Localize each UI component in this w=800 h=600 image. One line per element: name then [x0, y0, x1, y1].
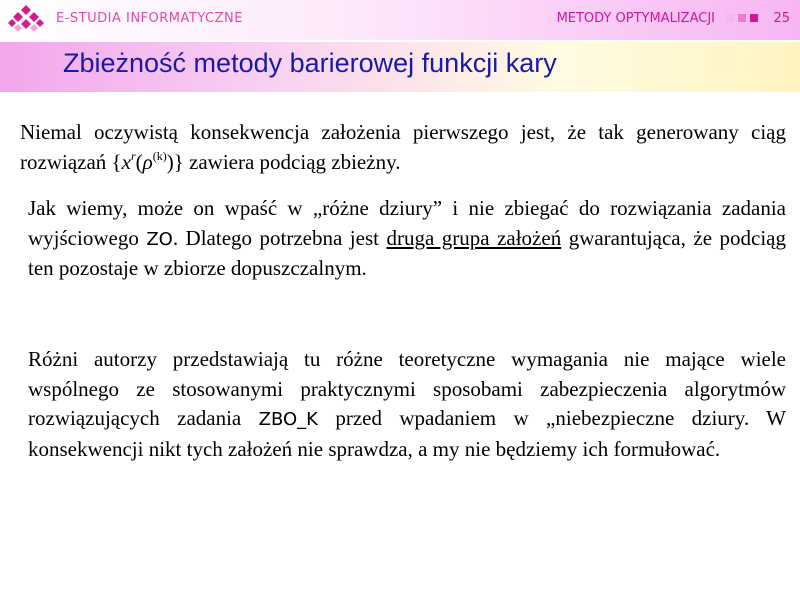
course-name: METODY OPTYMALIZACJI — [556, 11, 715, 26]
header-bar — [0, 0, 800, 40]
math-rho-superscript: (k) — [152, 148, 167, 163]
text: )} zawiera podciąg zbieżny. — [166, 149, 401, 174]
indicator-dot — [726, 14, 734, 22]
text: Różni autorzy przedstawiają tu różne teoretyczne wymagania nie mające wiele wspólnego ze stosowanymi praktycznymi sposobami zabezpieczenia algorytmów rozwiązujących zadania — [28, 347, 786, 430]
indicator-dot — [738, 14, 746, 22]
brand-name: E-STUDIA INFORMATYCZNE — [56, 11, 243, 26]
indicator-dot — [750, 14, 758, 22]
paragraph-authors — [28, 345, 786, 464]
problem-code-zo: ZO — [146, 228, 173, 250]
problem-code-zbo-k: ZBO_K — [258, 409, 318, 430]
math-x-superscript: r — [130, 148, 136, 163]
paragraph-second-assumptions — [28, 194, 786, 284]
math-x: x — [121, 149, 131, 174]
underlined-term-link[interactable]: druga grupa założeń — [386, 225, 562, 250]
title-bar — [0, 42, 800, 92]
math-rho: ρ — [142, 149, 153, 174]
diamond-lattice-logo-icon — [7, 4, 45, 34]
page-title: Zbieżność metody barierowej funkcji kary — [63, 48, 557, 78]
text: Niemal oczywistą konsekwencja założenia pierwszego jest, że tak generowany ciąg rozwiązań { — [20, 120, 786, 174]
text: ( — [135, 149, 143, 174]
text: . Dlatego potrzebna jest — [172, 225, 387, 250]
paragraph-consequence — [20, 118, 786, 177]
text: gwarantująca, że podciąg ten pozostaje w zbiorze dopuszczalnym. — [28, 225, 786, 280]
page-number: 25 — [773, 11, 790, 26]
page-indicator-dots — [726, 14, 758, 22]
text: Jak wiemy, może on wpaść w „różne dziury” i nie zbiegać do rozwiązania zadania wyjściowego — [28, 196, 786, 250]
text: przed wpadaniem w „niebezpieczne dziury. W konsekwencji nikt tych założeń nie sprawdza, a my nie będziemy ich formułować. — [28, 406, 787, 461]
